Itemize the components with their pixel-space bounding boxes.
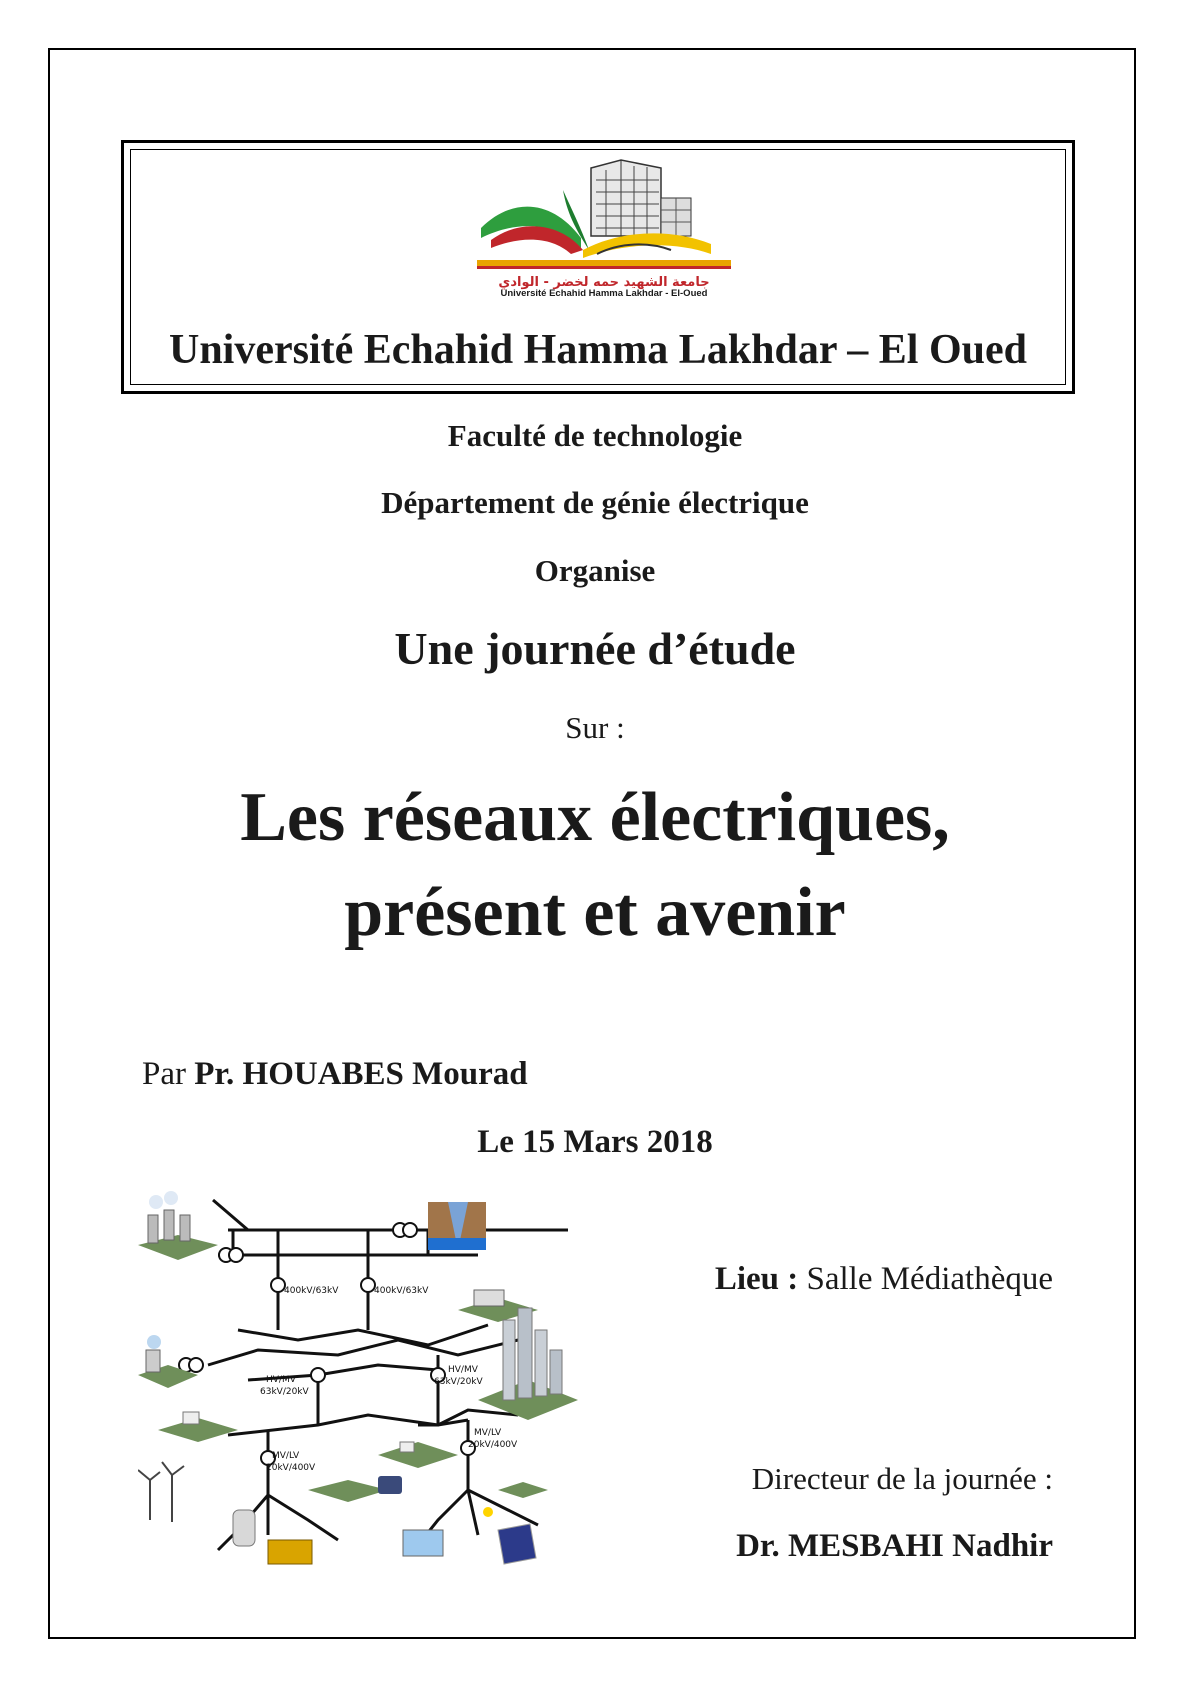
header-inner-border [130,149,1066,385]
label-mvlv-a-volt: 20kV/400V [266,1463,316,1473]
university-name: Université Echahid Hamma Lakhdar – El Oued [168,327,1027,373]
title-line-2: présent et avenir [344,874,846,951]
title-line-1: Les réseaux électriques, [240,779,950,856]
event-date: Le 15 Mars 2018 [477,1124,713,1160]
label-hvmv-b: HV/MV [448,1365,478,1375]
speaker-line [142,1056,528,1093]
water-heater-icon [233,1510,255,1546]
label-hvmv-a-volt: 63kV/20kV [260,1387,309,1397]
train-icon [378,1476,402,1494]
venue-label: Lieu : [714,1261,799,1297]
house-block-icon [378,1442,458,1468]
director-name: Dr. MESBAHI Nadhir [736,1528,1053,1564]
label-hvmv-a: HV/MV [266,1375,296,1385]
hydro-dam-icon [428,1202,486,1250]
sur-label: Sur : [565,710,625,745]
organise-label: Organise [534,553,656,588]
venue-line [715,1261,1053,1298]
house-right-icon [498,1482,548,1498]
label-400-63-b: 400kV/63kV [374,1286,429,1296]
logo-arabic-text: جامعة الشهيد حمه لخضر - الوادي [498,275,710,290]
building-icon [591,160,691,236]
speaker-prefix: Par [142,1056,186,1092]
label-mvlv-b-volt: 20kV/400V [468,1440,518,1450]
label-mvlv-b: MV/LV [474,1428,502,1438]
logo-latin-text: Université Echahid Hamma Lakhdar - El-Oued [500,288,708,299]
power-plant-icon [138,1191,218,1260]
venue-value: Salle Médiathèque [806,1261,1053,1297]
power-network-diagram [138,1190,628,1575]
solar-panel-icon [498,1524,536,1564]
label-400-63-a: 400kV/63kV [284,1286,339,1296]
university-header [121,140,1075,394]
city-buildings-icon [478,1308,578,1420]
village-icon [308,1480,388,1502]
event-type-heading: Une journée d’étude [394,623,796,674]
pumping-station-icon [403,1530,443,1556]
department-label: Département de génie électrique [381,485,809,520]
wind-turbine-icon [138,1462,184,1522]
sun-icon [483,1507,493,1517]
label-mvlv-a: MV/LV [272,1451,300,1461]
director-label: Directeur de la journée : [751,1461,1053,1496]
label-hvmv-b-volt: 63kV/20kV [434,1377,483,1387]
university-logo [471,158,737,298]
generator-icon [268,1540,312,1564]
speaker-name: Pr. HOUABES Mourad [194,1056,528,1092]
faculty-label: Faculté de technologie [447,418,743,453]
